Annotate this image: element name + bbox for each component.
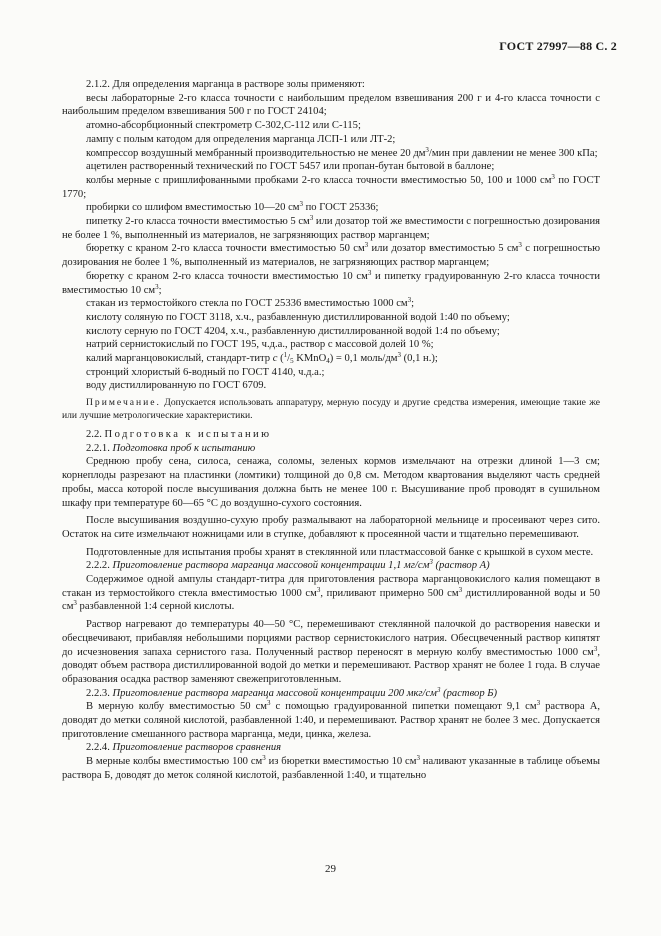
equipment-item: стакан из термостойкого стекла по ГОСТ 25336 вместимостью 1000 $см^3$; [86, 296, 415, 310]
running-header: ГОСТ 27997—88 С. 2 [499, 39, 617, 53]
section-2-2-1-heading: 2.2.1. Подготовка проб к испытанию [86, 442, 256, 454]
page-content [62, 78, 600, 783]
section-2-1-2-intro: 2.1.2. Для определения марганца в растворе золы применяют: [86, 79, 365, 90]
equipment-item: компрессор воздушный мембранный производительностью не менее 20 $дм^3$/мин при давлении не менее 300 кПа; [86, 145, 598, 159]
equipment-item: ацетилен растворенный технический по ГОСТ 5457 или пропан-бутан бытовой в баллоне; [86, 161, 495, 173]
equipment-item: пробирки со шлифом вместимостью 10—20 $см^3$ по ГОСТ 25336; [86, 200, 379, 214]
reagent-item: калий марганцовокислый, стандарт-титр с ($^1/_5$ KMnO$_4$) = 0,1 моль/$дм^3$ (0,1 н.); [86, 351, 438, 366]
equipment-item: колбы мерные с пришлифованными пробками 2-го класса точности вместимостью 50, 100 и 1000 $см^3$ по ГОСТ 1770; [62, 172, 600, 200]
paragraph: Содержимое одной ампулы стандарт-титра для приготовления раствора марганцовокислого калия помещают в стакан из термостойкого стекла вместимостью 1000 $см^3$, приливают примерно 500 $см^3$ дистиллированной воды и 50 $см^3$ разбавленной 1:4 серной кислоты. [62, 574, 600, 613]
section-2-2-3-heading: 2.2.3. Приготовление раствора марганца массовой концентрации 200 мкг/$см^3$ (раствор Б) [86, 685, 498, 699]
paragraph: Среднюю пробу сена, силоса, сенажа, соломы, зеленых кормов измельчают на отрезки длиной 1—3 см; корнеплоды разрезают на пластинки (ломтики) толщиной до 0,8 см. Методом квартования выделяют часть средней пробы, масса которой после высушивания должна быть не менее 100 г. Высушивание проб проводят в сушильном шкафу при температуре 60—65 °С до воздушно-сухого состояния. [62, 456, 600, 509]
reagent-item: натрий сернистокислый по ГОСТ 195, ч.д.а., раствор с массовой долей 10 %; [86, 339, 434, 351]
paragraph: В мерные колбы вместимостью 100 $см^3$ из бюретки вместимостью 10 $см^3$ наливают указанные в таблице объемы раствора Б, доводят до меток соляной кислотой, разбавленной 1:40, и тщательно [62, 754, 600, 781]
section-2-2-heading: 2.2. Подготовка к испытанию [86, 428, 272, 440]
note-text: Допускается использовать аппаратуру, мерную посуду и другие средства измерения, имеющие такие же или лучшие метрологические характеристики. [62, 397, 600, 421]
paragraph: Раствор нагревают до температуры 40—50 °С, перемешивают стеклянной палочкой до растворения навески и обесцвечивают, прибавляя небольшими порциями раствор сернистокислого натрия. Обесцвеченный раствор кипятят до исчезновения запаха сернистого газа. Полученный раствор переносят в мерную колбу вместимостью 1000 $см^3$, доводят объем раствора дистиллированной водой до метки и перемешивают. Раствор хранят не более 1 года. В случае образования осадка раствор заменяют свежеприготовленным. [62, 619, 600, 685]
paragraph: В мерную колбу вместимостью 50 $см^3$ с помощью градуированной пипетки помещают 9,1 $см^3$ раствора А, доводят до метки соляной кислотой, разбавленной 1:40, и перемешивают. Раствор хранят не более 3 мес. Допускается приготовление смешанного раствора марганца, меди, цинка, железа. [62, 699, 600, 740]
reagent-item: кислоту соляную по ГОСТ 3118, х.ч., разбавленную дистиллированной водой 1:40 по объему; [86, 311, 510, 323]
equipment-item: пипетку 2-го класса точности вместимостью 5 $см^3$ или дозатор той же вместимости с погрешностью дозирования не более 1 %, выполненный из материалов, не загрязняющих раствор марганцем; [62, 214, 600, 241]
equipment-item: лампу с полым катодом для определения марганца ЛСП-1 или ЛТ-2; [86, 133, 396, 145]
equipment-item: бюретку с краном 2-го класса точности вместимостью 10 $см^3$ и пипетку градуированную 2-го класса точности вместимостью 10 $см^3$; [62, 268, 601, 296]
note-label: Примечание. [86, 397, 161, 409]
reagent-item: стронций хлористый 6-водный по ГОСТ 4140, ч.д.а.; [86, 366, 325, 378]
paragraph: Подготовленные для испытания пробы хранят в стеклянной или пластмассовой банке с крышкой в сухом месте. [86, 546, 594, 558]
equipment-item: весы лабораторные 2-го класса точности с наибольшим пределом взвешивания 200 г и 4-го класса точности с наибольшим пределом взвешивания 500 г по ГОСТ 24104; [62, 92, 600, 118]
page-number: 29 [325, 863, 336, 875]
reagent-item: воду дистиллированную по ГОСТ 6709. [86, 380, 267, 392]
section-2-2-2-heading: 2.2.2. Приготовление раствора марганца массовой концентрации 1,1 $мг/см^3$ (раствор А) [86, 558, 490, 572]
equipment-item: атомно-абсорбционный спектрометр С-302,С-112 или С-115; [86, 120, 361, 132]
section-2-2-4-heading: 2.2.4. Приготовление растворов сравнения [86, 742, 282, 754]
note [62, 397, 600, 422]
equipment-item: бюретку с краном 2-го класса точности вместимостью 50 $см^3$ или дозатор вместимостью 5 $см^3$ с погрешностью дозирования не более 1 %, выполненный из материалов, не загрязняющих раствор марганцем; [62, 241, 600, 269]
paragraph: После высушивания воздушно-сухую пробу размалывают на лабораторной мельнице и просеивают через сито. Остаток на сите измельчают ножницами или в ступке, добавляют к просеянной части и тщательно перемешивают. [62, 515, 600, 540]
reagent-item: кислоту серную по ГОСТ 4204, х.ч., разбавленную дистиллированной водой 1:4 по объему; [86, 325, 500, 337]
